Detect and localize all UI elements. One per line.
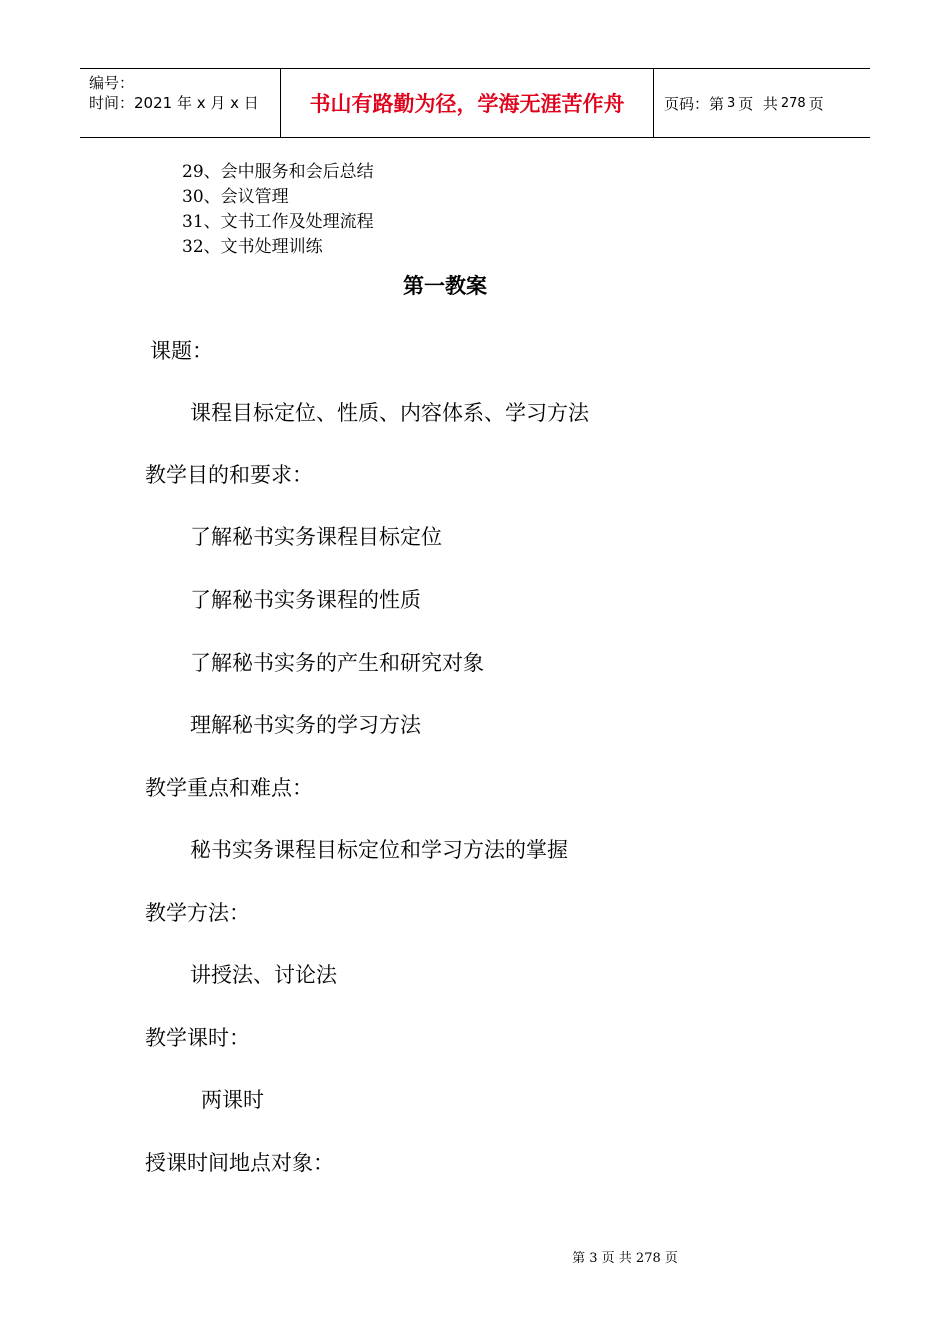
lesson-title: 第一教案	[403, 274, 487, 298]
topic-value: 课程目标定位、性质、内容体系、学习方法	[190, 401, 589, 425]
toc-list	[182, 160, 374, 260]
page-footer: 第 3 页 共 278 页	[572, 1251, 678, 1266]
goal-item: 理解秘书实务的学习方法	[190, 713, 421, 737]
hours-label: 教学课时：	[145, 1026, 250, 1050]
header-motto: 书山有路勤为径，学海无涯苦作舟	[281, 69, 654, 137]
toc-item: 31、文书工作及处理流程	[182, 212, 374, 232]
toc-item: 32、文书处理训练	[182, 237, 323, 257]
topic-label: 课题：	[150, 339, 213, 363]
page-current: 3	[727, 95, 736, 111]
time-place-label: 授课时间地点对象：	[145, 1151, 334, 1175]
toc-item: 29、会中服务和会后总结	[182, 162, 374, 182]
page-suffix: 页	[808, 94, 824, 113]
goals-label: 教学目的和要求：	[145, 463, 313, 487]
header-meta	[80, 69, 281, 137]
goal-item: 了解秘书实务的产生和研究对象	[190, 651, 484, 675]
page-mid: 页 共	[738, 94, 778, 113]
method-value: 讲授法、讨论法	[190, 963, 337, 987]
goal-item: 了解秘书实务课程的性质	[190, 588, 421, 612]
header-number: 编号：	[89, 74, 135, 92]
page-header	[80, 68, 870, 138]
header-time: 时间：2021 年 x 月 x 日	[89, 94, 259, 112]
goal-item: 了解秘书实务课程目标定位	[190, 525, 442, 549]
page-total: 278	[780, 95, 806, 111]
hours-value: 两课时	[201, 1088, 264, 1112]
keypoints-label: 教学重点和难点：	[145, 776, 313, 800]
page-prefix: 页码：第	[664, 94, 725, 113]
header-page-info	[654, 69, 870, 137]
toc-item: 30、会议管理	[182, 187, 289, 207]
keypoints-value: 秘书实务课程目标定位和学习方法的掌握	[190, 838, 568, 862]
method-label: 教学方法：	[145, 901, 250, 925]
